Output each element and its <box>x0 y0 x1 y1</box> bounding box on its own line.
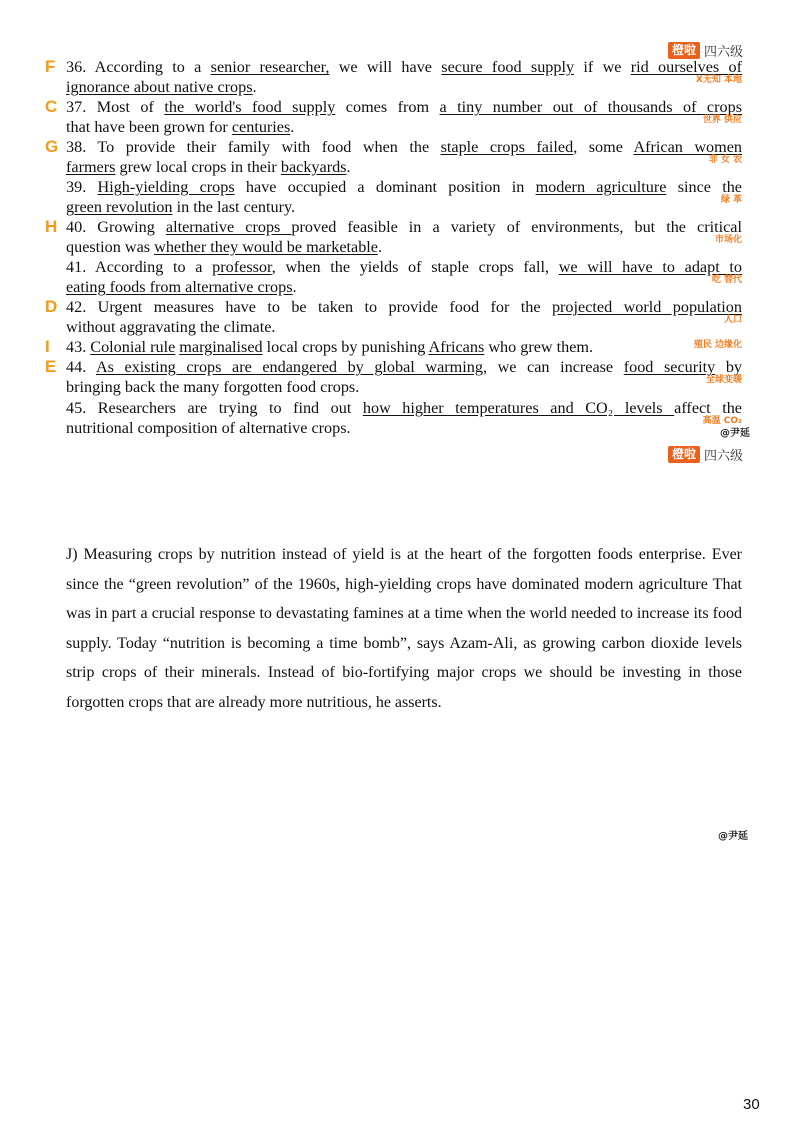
underlined-keyword: how higher temperatures and CO₂ levels <box>362 399 675 417</box>
answer-letter: C <box>45 97 58 116</box>
underlined-keyword: High-yielding crops <box>97 178 235 196</box>
question-line <box>66 297 742 317</box>
underlined-keyword: marginalised <box>179 338 263 356</box>
underlined-keyword: the world's food supply <box>164 98 336 116</box>
question-item <box>66 177 742 217</box>
underlined-keyword: As existing crops are endangered by global warming <box>95 358 483 376</box>
question-line <box>66 157 742 177</box>
underlined-keyword: alternative crops <box>165 218 292 236</box>
question-text: According to a <box>86 58 211 76</box>
brand-text: 四六级 <box>704 45 744 60</box>
question-number: 40. <box>66 218 87 236</box>
question-line <box>66 57 742 77</box>
annotation-note: 全球变暖 <box>705 375 742 385</box>
underlined-keyword: Africans <box>428 338 485 356</box>
question-text: comes from <box>335 98 440 116</box>
question-line <box>66 217 742 237</box>
underlined-keyword: projected world population <box>551 298 742 316</box>
underlined-keyword: green revolution <box>66 198 173 216</box>
question-text: question was <box>66 238 155 256</box>
question-text: local crops by punishing <box>262 338 429 356</box>
question-number: 41. <box>66 258 87 276</box>
question-line <box>66 317 742 337</box>
question-item <box>45 297 742 337</box>
annotation-note: X无知 本地 <box>695 75 742 85</box>
question-number: 44. <box>66 358 87 376</box>
question-text: To provide their family with food when the <box>86 138 441 156</box>
question-text: According to a <box>86 258 213 276</box>
question-text: proved feasible in a variety of environments, but the critical <box>291 218 742 236</box>
question-line <box>66 418 742 438</box>
question-number: 37. <box>66 98 87 116</box>
question-item <box>45 97 742 137</box>
question-text <box>86 358 96 376</box>
question-number: 45. <box>66 399 87 417</box>
annotation-note: 吃 替代 <box>711 275 742 285</box>
answer-letter: D <box>45 297 58 316</box>
question-text: . <box>290 118 295 136</box>
question-text: affect the <box>674 399 742 417</box>
question-line <box>66 177 742 197</box>
annotation-note: 人口 <box>723 315 742 325</box>
question-text: , some <box>573 138 634 156</box>
brand-tag: 橙啦 <box>668 446 700 463</box>
question-line <box>66 398 742 418</box>
question-line <box>66 77 742 97</box>
question-number: 43. <box>66 338 87 356</box>
underlined-keyword: whether they would be marketable <box>154 238 378 256</box>
question-line <box>66 257 742 277</box>
underlined-keyword: centuries <box>231 118 291 136</box>
question-text: in the last century. <box>172 198 296 216</box>
annotation-note: 高温 CO₂ <box>702 416 742 426</box>
answer-letter: F <box>45 57 56 76</box>
underlined-keyword: we will have to adapt to <box>558 258 742 276</box>
question-text: by <box>715 358 743 376</box>
question-item <box>45 357 743 397</box>
underlined-keyword: backyards <box>280 158 347 176</box>
question-item <box>45 337 742 357</box>
question-text: since the <box>666 178 742 196</box>
question-line <box>66 97 742 117</box>
underlined-keyword: food security <box>623 358 716 376</box>
question-number: 38. <box>66 138 87 156</box>
underlined-keyword: senior researcher, <box>210 58 330 76</box>
signature-bottom: @尹延 <box>718 831 748 842</box>
question-text: Urgent measures have to be taken to provide food for the <box>86 298 552 316</box>
brand-tag: 橙啦 <box>668 42 700 59</box>
passage-paragraph-j: J) Measuring crops by nutrition instead of yield is at the heart of the forgotten foods enterprise. Ever since the “green revolution” of the 1960s, high-yielding crops have dominated modern agriculture That was in part a crucial response to devastating famines at a time when the world needed to increase its food supply. Today “nutrition is becoming a time bomb”, says Azam-Ali, as growing carbon dioxide levels strip crops of their minerals. Instead of bio-fortifying major crops we should be investing in those forgotten crops that are already more nutritious, he asserts. <box>66 546 742 711</box>
underlined-keyword: secure food supply <box>441 58 575 76</box>
question-text: nutritional composition of alternative crops. <box>66 419 351 437</box>
question-number: 42. <box>66 298 87 316</box>
annotation-note: 绿 革 <box>720 195 742 205</box>
question-item <box>66 398 742 438</box>
question-text: we will have <box>329 58 442 76</box>
annotation-note: 非 女 农 <box>708 155 742 165</box>
question-text: bringing back the many forgotten food crops. <box>66 378 360 396</box>
question-item <box>45 137 742 177</box>
underlined-keyword: ignorance about native crops <box>66 78 253 96</box>
question-line <box>66 357 742 377</box>
question-line <box>66 237 742 257</box>
underlined-keyword: staple crops failed <box>440 138 574 156</box>
annotation-note: 世界 供应 <box>702 115 742 125</box>
question-line <box>66 117 742 137</box>
question-item <box>45 217 742 257</box>
question-number: 39. <box>66 178 87 196</box>
question-line <box>66 337 742 357</box>
question-text: Most of <box>86 98 165 116</box>
answer-letter: E <box>45 357 57 376</box>
question-text: , we can increase <box>482 358 624 376</box>
underlined-keyword: farmers <box>66 158 116 176</box>
question-text: Researchers are trying to find out <box>86 399 363 417</box>
underlined-keyword: eating foods from alternative crops <box>66 278 293 296</box>
brand-logo-middle <box>668 446 743 463</box>
question-text: . <box>346 158 351 176</box>
question-text: grew local crops in their <box>115 158 281 176</box>
question-text: . <box>377 238 383 256</box>
question-text: without aggravating the climate. <box>66 318 276 336</box>
underlined-keyword: Colonial rule <box>90 338 176 356</box>
question-item <box>66 257 742 297</box>
question-line <box>66 277 742 297</box>
underlined-keyword: a tiny number out of thousands of crops <box>439 98 742 116</box>
annotation-note: 市场化 <box>714 235 742 245</box>
page-number: 30 <box>743 1096 760 1113</box>
underlined-keyword: African women <box>633 138 742 156</box>
question-item <box>45 57 742 97</box>
annotation-note: 殖民 边缘化 <box>693 340 742 350</box>
question-text: Growing <box>86 218 166 236</box>
question-text: . <box>292 278 297 296</box>
question-line <box>66 197 742 217</box>
underlined-keyword: modern agriculture <box>535 178 667 196</box>
question-text <box>86 178 97 196</box>
question-line <box>66 377 742 397</box>
question-text: , when the yields of staple crops fall, <box>271 258 559 276</box>
question-text: have occupied a dominant position in <box>234 178 536 196</box>
question-number: 36. <box>66 58 87 76</box>
question-text: . <box>252 78 257 96</box>
question-text: that have been grown for <box>66 118 232 136</box>
brand-text: 四六级 <box>704 449 744 464</box>
answer-letter: I <box>45 337 50 356</box>
question-line <box>66 137 742 157</box>
question-text: who grew them. <box>484 338 594 356</box>
underlined-keyword: rid ourselves of <box>630 58 742 76</box>
underlined-keyword: professor <box>212 258 272 276</box>
question-text: if we <box>574 58 631 76</box>
answer-letter: H <box>45 217 58 236</box>
answer-letter: G <box>45 137 59 156</box>
signature-top: @尹延 <box>720 428 750 439</box>
